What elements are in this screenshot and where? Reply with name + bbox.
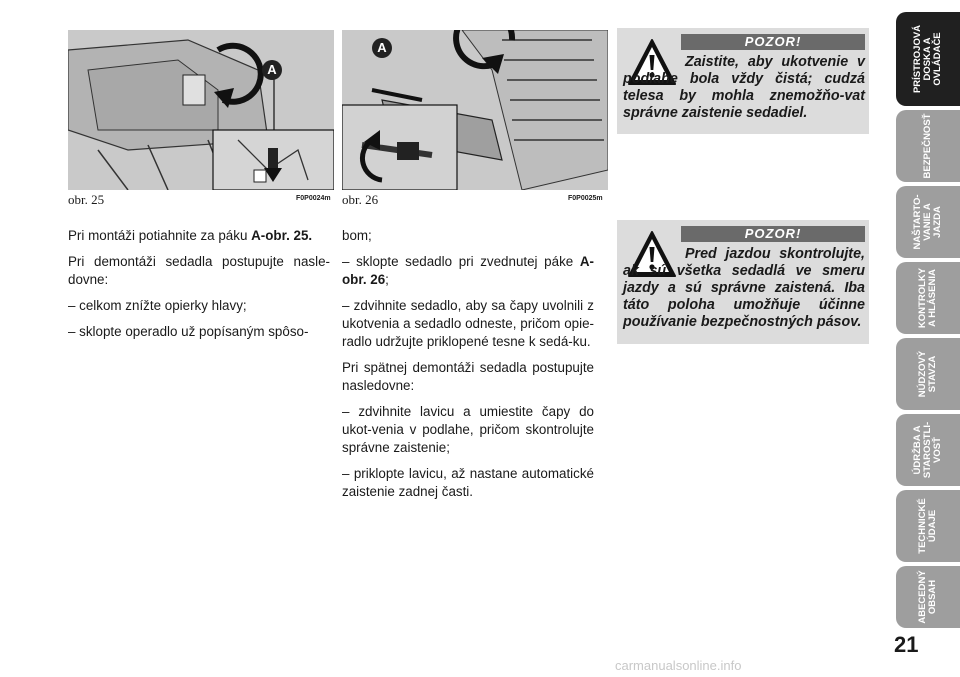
tab-label: NÚDZOVÝ STAVZA <box>917 350 938 398</box>
watermark: carmanualsonline.info <box>615 658 742 673</box>
figure-26-code: F0P0025m <box>568 195 603 202</box>
paragraph: – sklopte operadlo už popísaným spôso- <box>68 324 309 339</box>
text: – sklopte sedadlo pri zvednutej páke <box>342 254 580 269</box>
paragraph: – zdvihnite lavicu a umiestite čapy do ukot-venia v podlahe, pričom skontrolujte správne zaistenie; <box>342 404 594 455</box>
text: Pri montáži potiahnite za páku <box>68 228 252 243</box>
tab-nastartovanie[interactable] <box>896 186 960 258</box>
figure-26-image <box>342 30 608 190</box>
tab-label: PRÍSTROJOVÁ DOSKA A OVLÁDAČE <box>912 24 943 94</box>
figure-25-code: F0P0024m <box>296 195 331 202</box>
text-column-middle <box>342 227 594 509</box>
paragraph: – zdvihnite sedadlo, aby sa čapy uvolnili z ukotvenia a sedadlo odneste, pričom opie-radlo udržujte priklopené tesne k sedá-ku. <box>342 298 594 349</box>
warning-title: POZOR! <box>681 34 865 50</box>
paragraph: – celkom znížte opierky hlavy; <box>68 298 247 313</box>
warning-box-2 <box>617 220 869 344</box>
tab-label: TECHNICKÉ ÚDAJE <box>917 498 938 554</box>
tab-nudzovy-stav[interactable] <box>896 338 960 410</box>
tab-abecedny-obsah[interactable] <box>896 566 960 628</box>
tab-label: ABECEDNÝ OBSAH <box>917 570 938 624</box>
warning-title: POZOR! <box>681 226 865 242</box>
figure-26-caption: obr. 26 <box>342 192 379 207</box>
warning-text: Zaistite, aby ukotvenie v podlahe bola vždy čistá; cudzá telesa by mohla znemožňo-vat správne zaistenie sedadiel. <box>623 54 865 121</box>
tab-label: KONTROLKY A HLÁSENIA <box>917 267 938 329</box>
marker-a-badge: A <box>262 60 282 80</box>
tab-label: ÚDRŽBA A STAROSTLI- VOSŤ <box>912 421 943 479</box>
tab-label: BEZPEČNOSŤ <box>922 113 933 179</box>
page-number: 21 <box>894 632 919 657</box>
paragraph <box>342 253 594 289</box>
marker-a-badge: A <box>372 38 392 58</box>
paragraph <box>68 227 330 245</box>
tab-label: NAŠTARTO- VANIE A JAZDA <box>912 194 943 250</box>
figure-reference: A-obr. 25. <box>251 228 313 243</box>
tab-bezpecnost[interactable] <box>896 110 960 182</box>
text-column-left <box>68 227 330 349</box>
tab-technicke-udaje[interactable] <box>896 490 960 562</box>
tab-udrzba[interactable] <box>896 414 960 486</box>
paragraph: bom; <box>342 228 372 243</box>
paragraph: – priklopte lavicu, až nastane automatické zaistenie zadnej časti. <box>342 466 594 499</box>
figure-25-image <box>68 30 334 190</box>
warning-box-1 <box>617 28 869 134</box>
text: ; <box>385 272 389 287</box>
paragraph: Pri spätnej demontáži sedadla postupujte nasledovne: <box>342 360 594 393</box>
tab-kontrolky[interactable] <box>896 262 960 334</box>
warning-text: Pred jazdou skontrolujte, ak sú všetka sedadlá ve smeru jazdy a sú správne zaistená. Iba táto poloha umožňuje účinne používanie bezpečnostných pásov. <box>623 246 865 330</box>
tab-pristrojova-doska[interactable] <box>896 12 960 106</box>
paragraph: Pri demontáži sedadla postupujte nasle-dovne: <box>68 254 330 287</box>
figure-reference: A-obr. 26 <box>342 254 594 287</box>
figure-25-caption: obr. 25 <box>68 192 105 207</box>
